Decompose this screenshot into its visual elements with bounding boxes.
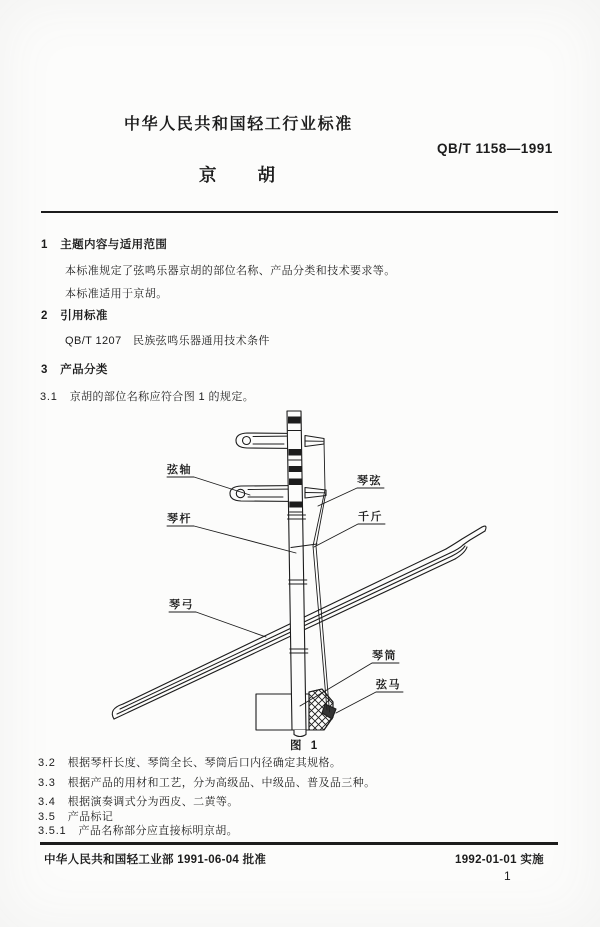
clause-number: 3.5.1 <box>38 825 67 837</box>
label-tuning-peg: 弦轴 <box>167 464 192 476</box>
clause-number: 3.2 <box>38 757 56 769</box>
label-qianjin: 千斤 <box>358 511 383 523</box>
clause-number: 3.4 <box>38 796 56 808</box>
clause-text: 产品名称部分应直接标明京胡。 <box>78 825 239 837</box>
label-string: 琴弦 <box>357 475 382 487</box>
label-bridge: 弦马 <box>376 679 401 691</box>
page-number: 1 <box>504 869 511 883</box>
label-neck: 琴杆 <box>167 513 192 525</box>
clause-text: 本标准规定了弦鸣乐器京胡的部位名称、产品分类和技术要求等。 <box>65 265 396 277</box>
label-bow: 琴弓 <box>169 599 194 611</box>
label-resonator: 琴筒 <box>372 650 397 662</box>
figure-caption: 图 1 <box>290 740 321 752</box>
clause-text: 京胡的部位名称应符合图 1 的规定。 <box>69 391 255 403</box>
document-title: 京 胡 <box>199 165 277 185</box>
implementation-statement: 1992-01-01 实施 <box>455 854 544 866</box>
tuning-pegs-drawing <box>230 433 326 502</box>
clause-text: 根据琴杆长度、琴筒全长、琴筒后口内径确定其规格。 <box>67 757 342 769</box>
clause-text: 产品分类 <box>60 364 108 376</box>
clause-number: 2 <box>41 310 49 322</box>
approval-statement: 中华人民共和国轻工业部 1991-06-04 批准 <box>44 854 267 866</box>
clause-text: QB/T 1207 民族弦鸣乐器通用技术条件 <box>65 335 270 347</box>
clause-text: 引用标准 <box>60 310 108 322</box>
tailpiece-drawing <box>294 730 306 737</box>
clause-number: 3 <box>41 364 49 376</box>
neck-drawing <box>287 411 308 737</box>
clause-text: 根据产品的用材和工艺，分为高级品、中级品、普及品三种。 <box>67 777 376 789</box>
standard-number: QB/T 1158—1991 <box>437 141 553 156</box>
clause-text: 根据演奏调式分为西皮、二黄等。 <box>67 796 239 808</box>
clause-number: 3.5 <box>38 811 56 823</box>
standard-type-heading: 中华人民共和国轻工行业标准 <box>124 116 353 133</box>
clause-text: 本标准适用于京胡。 <box>65 288 168 300</box>
clause-number: 3.1 <box>40 391 58 403</box>
clause-number: 1 <box>41 239 49 251</box>
clause-number: 3.3 <box>38 777 56 789</box>
clause-text: 产品标记 <box>67 811 114 823</box>
clause-text: 主题内容与适用范围 <box>60 239 168 251</box>
footer-rule <box>40 842 558 845</box>
